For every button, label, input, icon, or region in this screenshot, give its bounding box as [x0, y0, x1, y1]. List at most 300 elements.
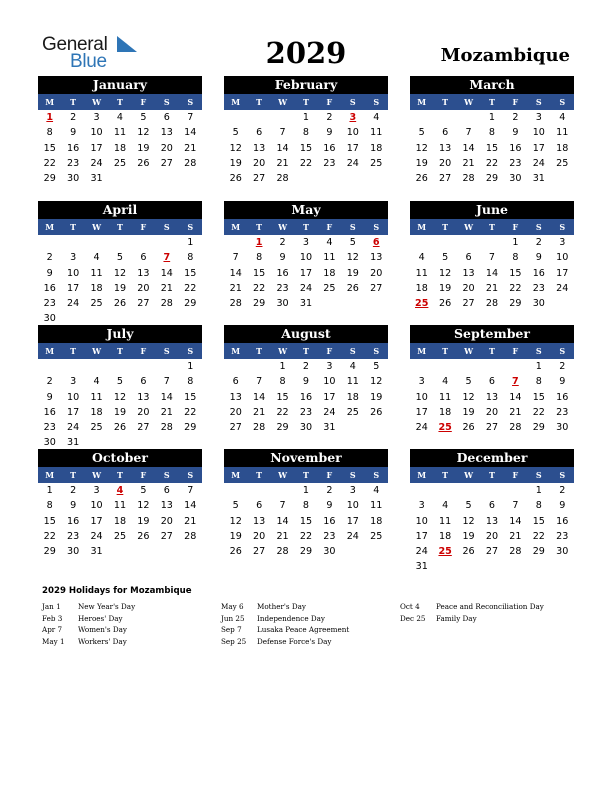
holiday-column — [42, 601, 135, 647]
day-cell: 9 — [512, 127, 519, 139]
week-row — [224, 529, 388, 544]
day-cell: 27 — [439, 173, 452, 185]
day-cell: 18 — [90, 406, 103, 418]
weekday-header-row — [410, 343, 574, 359]
day-cell: 22 — [509, 282, 522, 294]
holiday-entry-date: Sep 25 — [221, 636, 247, 646]
empty-day-cell — [341, 420, 364, 435]
holiday-entry-name: Peace and Reconciliation Day — [436, 602, 544, 611]
weekday-label: M — [417, 97, 427, 107]
weekday-label: F — [326, 97, 333, 107]
day-cell: 2 — [46, 252, 53, 264]
empty-day-cell — [457, 110, 480, 125]
empty-day-cell — [38, 359, 61, 374]
day-cell: 1 — [512, 237, 519, 248]
day-cell: 28 — [509, 546, 522, 558]
holiday-entry — [221, 601, 349, 613]
day-cell: 12 — [113, 391, 127, 403]
empty-day-cell — [480, 483, 503, 498]
day-cell: 16 — [556, 515, 569, 527]
weekday-label: S — [535, 97, 542, 107]
day-cell: 20 — [137, 282, 150, 294]
day-cell: 22 — [43, 530, 56, 542]
day-cell: 30 — [276, 298, 289, 310]
weekday-header-row — [410, 219, 574, 235]
day-cell: 4 — [116, 112, 124, 123]
holiday-entry-date: Dec 25 — [400, 613, 426, 623]
day-cell: 2 — [559, 361, 566, 372]
day-cell: 21 — [509, 406, 522, 418]
day-cell: 23 — [67, 157, 80, 169]
empty-day-cell — [224, 359, 247, 374]
empty-day-cell — [480, 359, 503, 374]
day-cell: 24 — [67, 298, 80, 310]
weekday-label: W — [278, 470, 288, 480]
empty-day-cell — [108, 171, 131, 186]
day-cell: 2 — [302, 361, 310, 372]
weekday-label: S — [373, 470, 380, 480]
holiday-entry-name: Defense Force's Day — [257, 636, 332, 646]
day-cell: 3 — [70, 376, 77, 388]
day-cell: 30 — [556, 546, 569, 558]
weekday-label: S — [187, 470, 194, 480]
day-cell: 14 — [160, 391, 173, 403]
day-cell: 1 — [279, 361, 286, 372]
empty-day-cell — [551, 171, 574, 186]
day-cell: 6 — [140, 376, 147, 388]
day-cell: 2 — [279, 237, 286, 248]
day-cell: 10 — [323, 376, 336, 388]
weekday-label: W — [464, 346, 474, 356]
day-cell: 21 — [253, 406, 266, 418]
week-row — [410, 110, 574, 125]
day-cell: 4 — [559, 112, 566, 123]
holiday-date: 25 — [415, 298, 429, 310]
day-cell: 12 — [346, 252, 359, 264]
day-cell: 17 — [346, 515, 359, 527]
day-cell: 18 — [370, 142, 383, 154]
month-march — [410, 76, 574, 186]
day-cell: 12 — [370, 376, 383, 388]
month-name: June — [410, 201, 574, 219]
holiday-entry-date: Jan 1 — [42, 602, 61, 611]
empty-day-cell — [38, 235, 61, 250]
week-row — [224, 374, 388, 389]
day-cell: 6 — [140, 252, 147, 264]
empty-day-cell — [504, 359, 527, 374]
day-cell: 23 — [323, 157, 336, 169]
month-name: December — [410, 449, 574, 467]
empty-day-cell — [247, 359, 270, 374]
day-cell: 28 — [462, 173, 475, 185]
day-cell: 21 — [485, 282, 499, 294]
week-row — [224, 141, 388, 156]
day-cell: 28 — [276, 546, 289, 558]
holiday-entry — [42, 636, 135, 648]
week-row — [38, 296, 202, 311]
day-cell: 17 — [90, 515, 103, 527]
week-row — [410, 390, 574, 405]
day-cell: 13 — [485, 391, 499, 403]
day-cell: 10 — [346, 500, 359, 512]
week-row — [410, 498, 574, 513]
week-row — [38, 529, 202, 544]
day-cell: 19 — [462, 406, 475, 418]
day-cell: 6 — [163, 485, 170, 496]
empty-day-cell — [551, 559, 574, 574]
day-cell: 18 — [370, 515, 383, 527]
day-cell: 7 — [279, 127, 286, 139]
day-cell: 14 — [462, 142, 475, 154]
weekday-label: T — [256, 346, 263, 356]
week-row — [224, 110, 388, 125]
month-name: September — [410, 325, 574, 343]
day-cell: 13 — [253, 142, 266, 154]
empty-day-cell — [551, 296, 574, 311]
weekday-label: S — [163, 222, 170, 232]
day-cell: 30 — [532, 298, 545, 310]
day-cell: 15 — [299, 142, 313, 154]
weekday-label: T — [256, 470, 263, 480]
month-name: April — [38, 201, 202, 219]
day-cell: 1 — [187, 237, 194, 248]
weekday-label: S — [559, 346, 566, 356]
day-cell: 22 — [253, 282, 266, 294]
day-cell: 31 — [415, 561, 428, 573]
week-row — [224, 171, 388, 186]
day-cell: 27 — [485, 546, 499, 558]
weekday-header-row — [38, 219, 202, 235]
month-november — [224, 449, 388, 559]
empty-day-cell — [433, 359, 456, 374]
day-cell: 7 — [187, 112, 194, 123]
day-cell: 25 — [113, 157, 127, 169]
day-cell: 30 — [556, 422, 569, 434]
day-cell: 5 — [140, 112, 147, 123]
day-cell: 6 — [488, 500, 496, 512]
weekday-label: W — [92, 346, 102, 356]
day-cell: 21 — [160, 282, 173, 294]
empty-day-cell — [318, 296, 341, 311]
holiday-date: 7 — [512, 376, 519, 388]
day-cell: 15 — [485, 142, 499, 154]
day-cell: 3 — [559, 237, 566, 248]
day-cell: 19 — [229, 157, 242, 169]
day-cell: 25 — [113, 530, 127, 542]
day-cell: 19 — [346, 267, 359, 279]
empty-day-cell — [108, 235, 131, 250]
day-cell: 18 — [323, 267, 336, 279]
day-cell: 22 — [485, 157, 499, 169]
week-row — [410, 529, 574, 544]
holiday-entry-name: Mother's Day — [257, 602, 306, 611]
empty-day-cell — [480, 559, 503, 574]
day-cell: 19 — [462, 530, 475, 542]
weekday-label: F — [140, 222, 147, 232]
holiday-entry-name: Women's Day — [78, 625, 127, 634]
month-june — [410, 201, 574, 311]
empty-day-cell — [132, 544, 155, 559]
day-cell: 7 — [256, 376, 263, 388]
weekday-label: M — [231, 222, 241, 232]
weekday-header-row — [38, 343, 202, 359]
day-cell: 12 — [229, 515, 242, 527]
weekday-label: T — [117, 346, 123, 356]
day-cell: 2 — [512, 112, 519, 123]
weekday-header-row — [410, 94, 574, 110]
weekday-label: T — [256, 222, 263, 232]
weekday-label: T — [70, 346, 77, 356]
day-cell: 19 — [137, 515, 150, 527]
day-cell: 30 — [67, 546, 80, 558]
weekday-label: S — [349, 222, 356, 232]
day-cell: 24 — [67, 422, 80, 434]
week-row — [38, 483, 202, 498]
week-row — [410, 374, 574, 389]
day-cell: 4 — [373, 112, 380, 123]
week-row — [38, 544, 202, 559]
day-cell: 23 — [67, 530, 80, 542]
weekday-label: T — [303, 470, 309, 480]
holiday-date: 1 — [46, 112, 54, 123]
day-cell: 29 — [532, 546, 545, 558]
day-cell: 19 — [137, 142, 150, 154]
week-row — [224, 281, 388, 296]
day-cell: 18 — [556, 142, 569, 154]
weekday-label: S — [187, 346, 194, 356]
day-cell: 15 — [43, 142, 56, 154]
weekday-label: M — [417, 346, 427, 356]
day-cell: 6 — [488, 376, 496, 388]
weekday-label: S — [349, 346, 356, 356]
day-cell: 22 — [184, 406, 197, 418]
day-cell: 26 — [462, 422, 475, 434]
holiday-entry — [221, 624, 349, 636]
day-cell: 26 — [137, 157, 150, 169]
empty-day-cell — [365, 544, 388, 559]
weekday-label: W — [92, 222, 102, 232]
day-cell: 1 — [302, 112, 310, 123]
day-cell: 8 — [302, 127, 310, 139]
holiday-entry — [400, 613, 544, 625]
day-cell: 20 — [462, 282, 475, 294]
day-cell: 28 — [229, 298, 242, 310]
weekday-label: W — [464, 470, 474, 480]
empty-day-cell — [271, 110, 294, 125]
empty-day-cell — [433, 235, 456, 250]
week-row — [38, 390, 202, 405]
holiday-date: 25 — [438, 546, 452, 558]
day-cell: 15 — [276, 391, 289, 403]
day-cell: 3 — [418, 376, 425, 388]
day-cell: 10 — [67, 391, 80, 403]
day-cell: 24 — [90, 530, 103, 542]
day-cell: 12 — [439, 267, 452, 279]
month-october — [38, 449, 202, 559]
day-cell: 21 — [229, 282, 242, 294]
day-cell: 27 — [229, 422, 242, 434]
holiday-entry-name: Family Day — [436, 613, 477, 623]
day-cell: 20 — [439, 157, 452, 169]
day-cell: 9 — [535, 252, 542, 264]
empty-day-cell — [433, 110, 456, 125]
week-row — [410, 296, 574, 311]
day-cell: 6 — [163, 112, 170, 123]
country-title: Mozambique — [440, 45, 570, 66]
day-cell: 27 — [370, 282, 383, 294]
day-cell: 13 — [485, 515, 499, 527]
day-cell: 12 — [462, 515, 475, 527]
empty-day-cell — [108, 359, 131, 374]
holidays-title: 2029 Holidays for Mozambique — [42, 586, 192, 596]
empty-day-cell — [318, 171, 341, 186]
month-name: February — [224, 76, 388, 94]
day-cell: 16 — [276, 267, 289, 279]
day-cell: 29 — [43, 173, 56, 185]
empty-day-cell — [224, 110, 247, 125]
day-cell: 25 — [370, 157, 383, 169]
day-cell: 18 — [439, 530, 452, 542]
month-april — [38, 201, 202, 327]
day-cell: 27 — [160, 157, 173, 169]
week-row — [224, 296, 388, 311]
day-cell: 16 — [299, 391, 313, 403]
weekday-header-row — [38, 467, 202, 483]
day-cell: 22 — [299, 157, 313, 169]
day-cell: 18 — [113, 142, 127, 154]
day-cell: 14 — [184, 127, 197, 139]
empty-day-cell — [457, 483, 480, 498]
weekday-label: M — [45, 97, 55, 107]
day-cell: 10 — [299, 252, 313, 264]
week-row — [410, 250, 574, 265]
day-cell: 17 — [90, 142, 103, 154]
day-cell: 11 — [439, 515, 452, 527]
day-cell: 11 — [323, 252, 336, 264]
weekday-label: T — [489, 97, 495, 107]
weekday-header-row — [224, 219, 388, 235]
day-cell: 6 — [232, 376, 239, 388]
day-cell: 28 — [160, 298, 173, 310]
day-cell: 1 — [488, 112, 496, 123]
weekday-label: S — [535, 346, 542, 356]
day-cell: 1 — [302, 485, 310, 496]
month-february — [224, 76, 388, 186]
weekday-label: M — [417, 470, 427, 480]
month-name: March — [410, 76, 574, 94]
weekday-label: M — [417, 222, 427, 232]
day-cell: 3 — [535, 112, 542, 123]
day-cell: 2 — [70, 112, 77, 123]
day-cell: 22 — [532, 530, 545, 542]
day-cell: 6 — [256, 127, 263, 139]
week-row — [38, 359, 202, 374]
day-cell: 19 — [113, 406, 127, 418]
month-august — [224, 325, 388, 435]
day-cell: 27 — [137, 422, 150, 434]
weekday-header-row — [224, 94, 388, 110]
week-row — [410, 266, 574, 281]
empty-day-cell — [224, 483, 247, 498]
week-row — [410, 359, 574, 374]
holiday-entry-date: Sep 7 — [221, 625, 242, 634]
week-row — [38, 235, 202, 250]
month-may — [224, 201, 388, 311]
day-cell: 8 — [512, 252, 519, 264]
day-cell: 20 — [229, 406, 242, 418]
day-cell: 31 — [299, 298, 313, 310]
day-cell: 4 — [418, 252, 425, 264]
weekday-header-row — [410, 467, 574, 483]
day-cell: 14 — [276, 515, 289, 527]
day-cell: 4 — [93, 252, 100, 264]
weekday-label: S — [559, 97, 566, 107]
day-cell: 2 — [326, 112, 333, 123]
day-cell: 16 — [43, 282, 56, 294]
day-cell: 9 — [46, 391, 53, 403]
day-cell: 26 — [113, 422, 127, 434]
month-december — [410, 449, 574, 575]
empty-day-cell — [410, 359, 433, 374]
holiday-column — [400, 601, 544, 624]
day-cell: 17 — [556, 267, 569, 279]
day-cell: 3 — [302, 237, 310, 248]
day-cell: 13 — [462, 267, 475, 279]
day-cell: 15 — [532, 515, 545, 527]
day-cell: 4 — [326, 237, 333, 248]
week-row — [38, 110, 202, 125]
day-cell: 20 — [253, 530, 266, 542]
day-cell: 30 — [299, 422, 313, 434]
weekday-label: T — [442, 346, 449, 356]
calendar-year-title: 2029 — [265, 36, 347, 70]
weekday-label: M — [45, 222, 55, 232]
empty-day-cell — [155, 544, 178, 559]
day-cell: 11 — [90, 267, 103, 279]
day-cell: 23 — [556, 530, 569, 542]
day-cell: 5 — [465, 500, 472, 512]
weekday-label: S — [187, 222, 194, 232]
week-row — [224, 390, 388, 405]
day-cell: 28 — [276, 173, 289, 185]
day-cell: 8 — [535, 376, 542, 388]
week-row — [38, 405, 202, 420]
day-cell: 4 — [442, 500, 449, 512]
day-cell: 20 — [160, 142, 173, 154]
day-cell: 15 — [299, 515, 313, 527]
day-cell: 19 — [113, 282, 127, 294]
week-row — [410, 141, 574, 156]
weekday-label: T — [117, 222, 123, 232]
day-cell: 12 — [137, 127, 150, 139]
day-cell: 21 — [462, 157, 475, 169]
month-name: October — [38, 449, 202, 467]
week-row — [410, 171, 574, 186]
day-cell: 9 — [326, 127, 333, 139]
day-cell: 20 — [160, 515, 173, 527]
holiday-entry-date: Jun 25 — [221, 613, 245, 623]
day-cell: 29 — [532, 422, 545, 434]
week-row — [38, 156, 202, 171]
week-row — [224, 156, 388, 171]
day-cell: 29 — [276, 422, 289, 434]
week-row — [224, 359, 388, 374]
holiday-entry — [221, 636, 349, 648]
week-row — [224, 250, 388, 265]
day-cell: 26 — [415, 173, 428, 185]
day-cell: 25 — [370, 530, 383, 542]
day-cell: 27 — [137, 298, 150, 310]
